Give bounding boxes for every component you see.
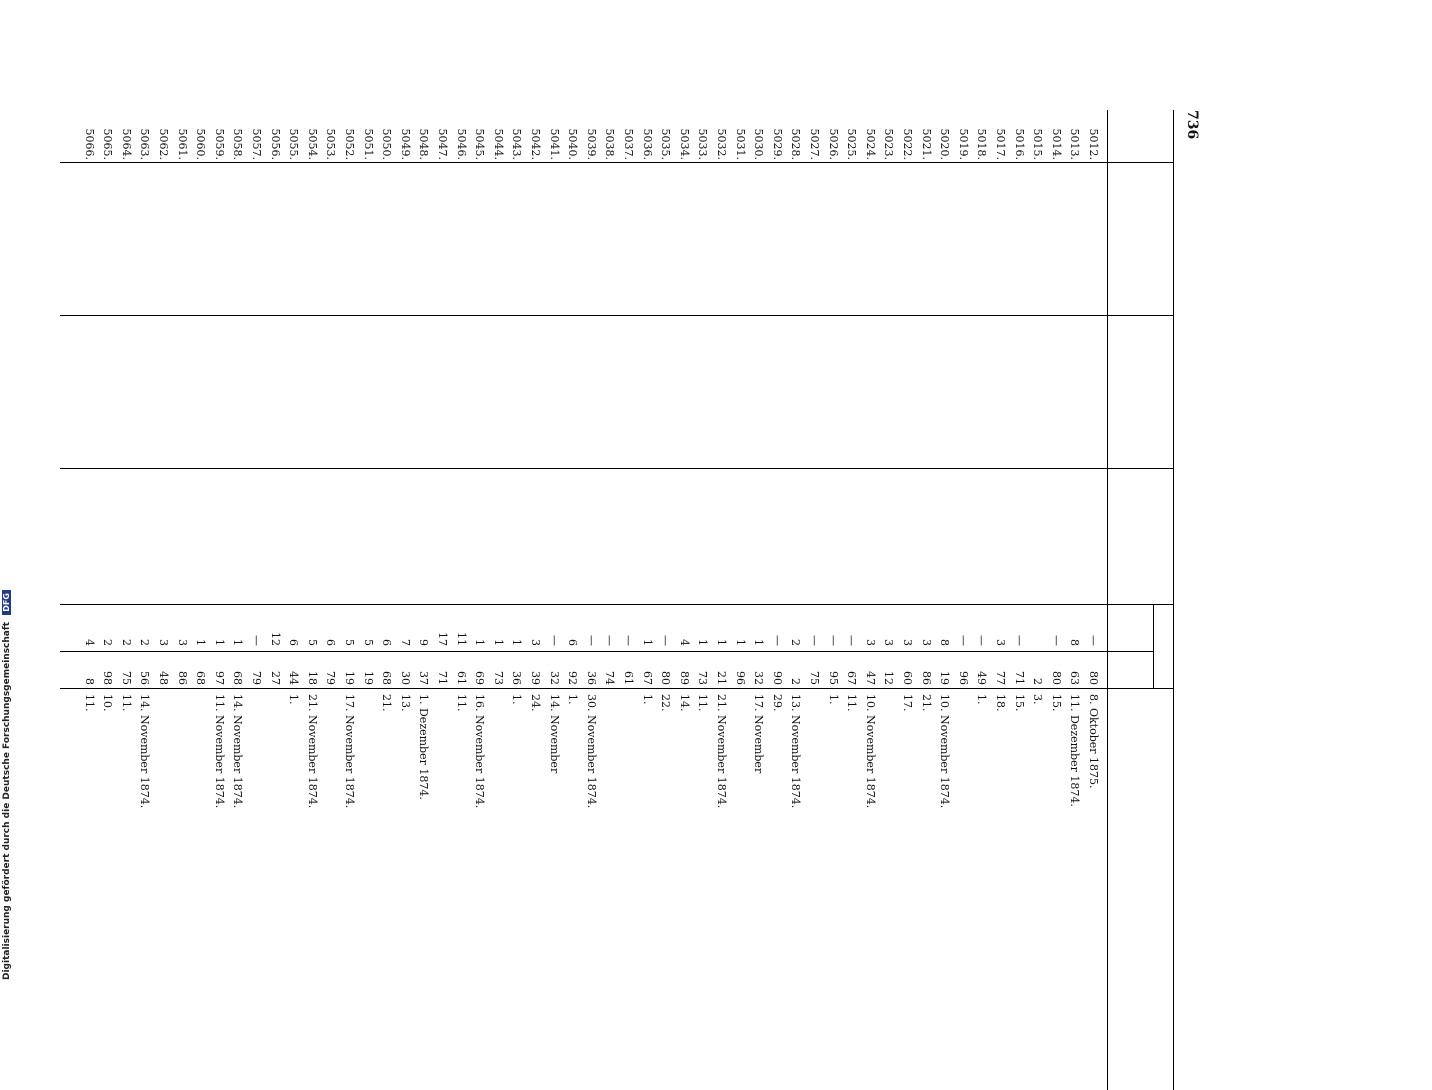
row-number: 5063.: [138, 128, 152, 160]
row-number: 5062.: [157, 128, 170, 160]
row-number: 5023.: [882, 128, 896, 160]
row-qm: 75: [119, 671, 133, 685]
row-ar: 3: [157, 639, 170, 646]
row-ar: 3: [901, 639, 914, 646]
row-number: 5032.: [715, 128, 728, 160]
row-rechtsgeschaeft: 14.: [677, 694, 691, 712]
row-number: 5061.: [175, 128, 189, 160]
row-rechtsgeschaeft: 17. November: [752, 694, 766, 774]
row-number: 5013.: [1068, 128, 1082, 160]
row-ar: 6: [287, 639, 301, 646]
row-rechtsgeschaeft: 14. November 1874.: [138, 694, 152, 809]
row-number: 5012.: [1087, 128, 1100, 160]
row-rechtsgeschaeft: 16. November 1874.: [473, 694, 487, 809]
row-number: 5065.: [101, 128, 115, 160]
row-qm: 68: [194, 671, 208, 685]
row-ar: 8: [1068, 639, 1082, 646]
row-qm: 63: [1068, 671, 1082, 685]
row-ar: 4: [677, 639, 691, 646]
row-ar: 2: [101, 639, 115, 646]
row-qm: 32: [547, 671, 561, 685]
row-ar: 2: [789, 639, 803, 646]
row-rechtsgeschaeft: 14. November: [547, 694, 561, 774]
row-ar: —: [826, 635, 840, 646]
row-number: 5047.: [436, 128, 449, 160]
row-number: 5060.: [194, 128, 208, 160]
row-qm: 30: [398, 671, 412, 685]
row-ar: 6: [380, 639, 394, 646]
row-ar: 1: [715, 639, 728, 646]
row-qm: 71: [1012, 671, 1026, 685]
row-number: 5025.: [845, 128, 859, 160]
row-rechtsgeschaeft: 18.: [994, 694, 1007, 712]
rotated-table: [60, 110, 1200, 1090]
row-rechtsgeschaeft: 30. November 1874.: [584, 694, 598, 809]
row-ar: 1: [733, 639, 747, 646]
row-number: 5021.: [919, 128, 933, 160]
row-rechtsgeschaeft: 3.: [1031, 694, 1045, 705]
row-rechtsgeschaeft: 10.: [101, 694, 115, 712]
row-ar: 6: [566, 639, 580, 646]
row-ar: 3: [994, 639, 1007, 646]
row-rechtsgeschaeft: 1. Dezember 1874.: [417, 694, 431, 800]
row-ar: 7: [398, 639, 412, 646]
row-rechtsgeschaeft: 8. Oktober 1875.: [1087, 694, 1100, 789]
row-rechtsgeschaeft: 11.: [845, 694, 859, 712]
row-number: 5041.: [547, 128, 561, 160]
page-number: 736: [1184, 110, 1200, 140]
row-number: 5049.: [398, 128, 412, 160]
row-rechtsgeschaeft: 24.: [529, 694, 542, 712]
row-rechtsgeschaeft: 22.: [659, 694, 673, 712]
row-number: 5051.: [361, 128, 375, 160]
row-qm: 68: [380, 671, 394, 685]
row-number: 5038.: [603, 128, 617, 160]
row-qm: 67: [640, 671, 654, 685]
row-ar: —: [975, 635, 989, 646]
row-qm: 67: [845, 671, 859, 685]
row-qm: 36: [584, 671, 598, 685]
rule-header: [1107, 110, 1108, 1090]
row-qm: 12: [882, 671, 896, 685]
row-ar: 1: [510, 639, 524, 646]
row-rechtsgeschaeft: 1.: [566, 694, 580, 705]
row-qm: 77: [994, 671, 1007, 685]
col-sep: [60, 468, 1174, 469]
row-ar: —: [845, 635, 859, 646]
row-number: 5036.: [640, 128, 654, 160]
dfg-logo-icon: DFG: [2, 590, 11, 615]
row-ar: 5: [361, 639, 375, 646]
row-ar: 12: [268, 632, 282, 646]
row-rechtsgeschaeft: 29.: [770, 694, 784, 712]
row-rechtsgeschaeft: 10. November 1874.: [863, 694, 877, 809]
row-rechtsgeschaeft: 21. November 1874.: [715, 694, 728, 809]
row-ar: 5: [343, 639, 356, 646]
row-ar: 1: [212, 639, 226, 646]
row-qm: 89: [677, 671, 691, 685]
row-ar: 1: [231, 639, 245, 646]
col-sep: [60, 162, 1174, 163]
col-sep: [60, 315, 1174, 316]
row-number: 5066.: [82, 128, 96, 160]
row-number: 5048.: [417, 128, 431, 160]
row-qm: 8: [82, 678, 96, 685]
row-qm: 80: [1049, 671, 1063, 685]
row-qm: 96: [733, 671, 747, 685]
row-number: 5024.: [863, 128, 877, 160]
row-qm: 49: [975, 671, 989, 685]
row-rechtsgeschaeft: 21. November 1874.: [305, 694, 319, 809]
row-ar: —: [1049, 635, 1063, 646]
row-ar: 2: [138, 639, 152, 646]
row-qm: 98: [101, 671, 115, 685]
row-ar: 1: [696, 639, 710, 646]
row-ar: 1: [640, 639, 654, 646]
row-ar: 3: [882, 639, 896, 646]
row-ar: 1: [491, 639, 505, 646]
row-ar: 2: [119, 639, 133, 646]
row-qm: 86: [175, 671, 189, 685]
row-number: 5028.: [789, 128, 803, 160]
row-ar: —: [622, 635, 635, 646]
row-qm: 18: [305, 671, 319, 685]
row-rechtsgeschaeft: 14. November 1874.: [231, 694, 245, 809]
row-qm: 48: [157, 671, 170, 685]
row-rechtsgeschaeft: 13.: [398, 694, 412, 712]
row-qm: 37: [417, 671, 431, 685]
row-qm: 80: [1087, 671, 1100, 685]
row-number: 5034.: [677, 128, 691, 160]
row-ar: —: [659, 635, 673, 646]
credit-text: Digitalisierung gefördert durch die Deutsche Forschungsgemeinschaft: [2, 621, 12, 980]
row-rechtsgeschaeft: 21.: [919, 694, 933, 712]
row-rechtsgeschaeft: 1.: [640, 694, 654, 705]
row-number: 5040.: [566, 128, 580, 160]
row-qm: 19: [343, 671, 356, 685]
row-rechtsgeschaeft: 11. Dezember 1874.: [1068, 694, 1082, 807]
row-ar: 6: [324, 639, 338, 646]
row-number: 5039.: [584, 128, 598, 160]
row-ar: 3: [175, 639, 189, 646]
row-number: 5057.: [250, 128, 263, 160]
row-ar: —: [770, 635, 784, 646]
row-ar: 11: [454, 632, 468, 646]
row-rechtsgeschaeft: 13. November 1874.: [789, 694, 803, 809]
row-rechtsgeschaeft: 11. November 1874.: [212, 694, 226, 809]
row-number: 5022.: [901, 128, 914, 160]
row-qm: 92: [566, 671, 580, 685]
row-ar: 9: [417, 639, 431, 646]
row-qm: 27: [268, 671, 282, 685]
row-qm: 60: [901, 671, 914, 685]
row-number: 5056.: [268, 128, 282, 160]
row-qm: 61: [622, 671, 635, 685]
row-qm: 39: [529, 671, 542, 685]
row-ar: 1: [473, 639, 487, 646]
row-number: 5050.: [380, 128, 394, 160]
row-rechtsgeschaeft: 11.: [119, 694, 133, 712]
row-qm: 73: [491, 671, 505, 685]
page-header: [1180, 110, 1200, 1090]
row-number: 5045.: [473, 128, 487, 160]
row-number: 5058.: [231, 128, 245, 160]
row-rechtsgeschaeft: 21.: [380, 694, 394, 712]
row-qm: 2: [1031, 678, 1045, 685]
row-ar: —: [1087, 635, 1100, 646]
row-number: 5031.: [733, 128, 747, 160]
row-qm: 61: [454, 671, 468, 685]
row-qm: 56: [138, 671, 152, 685]
row-rechtsgeschaeft: 1.: [826, 694, 840, 705]
row-qm: 75: [808, 671, 821, 685]
row-number: 5064.: [119, 128, 133, 160]
row-number: 5026.: [826, 128, 840, 160]
row-rechtsgeschaeft: 11.: [82, 694, 96, 712]
row-number: 5020.: [938, 128, 952, 160]
row-number: 5030.: [752, 128, 766, 160]
row-number: 5015.: [1031, 128, 1045, 160]
row-ar: —: [1012, 635, 1026, 646]
row-number: 5052.: [343, 128, 356, 160]
row-ar: 1: [752, 639, 766, 646]
row-ar: —: [808, 635, 821, 646]
row-qm: 2: [789, 678, 803, 685]
row-rechtsgeschaeft: 11.: [696, 694, 710, 712]
rule-top: [1173, 110, 1174, 1090]
row-ar: —: [956, 635, 970, 646]
row-qm: 97: [212, 671, 226, 685]
row-rechtsgeschaeft: 11.: [454, 694, 468, 712]
row-qm: 79: [250, 671, 263, 685]
row-number: 5018.: [975, 128, 989, 160]
row-qm: 69: [473, 671, 487, 685]
row-qm: 79: [324, 671, 338, 685]
row-number: 5055.: [287, 128, 301, 160]
row-qm: 19: [938, 671, 952, 685]
row-qm: 19: [361, 671, 375, 685]
row-number: 5014.: [1049, 128, 1063, 160]
row-number: 5029.: [770, 128, 784, 160]
row-rechtsgeschaeft: 10. November 1874.: [938, 694, 952, 809]
row-rechtsgeschaeft: 1.: [975, 694, 989, 705]
row-rechtsgeschaeft: 1.: [510, 694, 524, 705]
row-number: 5043.: [510, 128, 524, 160]
row-number: 5016.: [1012, 128, 1026, 160]
row-ar: 4: [82, 639, 96, 646]
row-rechtsgeschaeft: 1.: [287, 694, 301, 705]
row-rechtsgeschaeft: 17.: [901, 694, 914, 712]
row-qm: 68: [231, 671, 245, 685]
row-ar: 3: [919, 639, 933, 646]
row-number: 5044.: [491, 128, 505, 160]
row-number: 5054.: [305, 128, 319, 160]
row-number: 5019.: [956, 128, 970, 160]
row-number: 5035.: [659, 128, 673, 160]
row-number: 5059.: [212, 128, 226, 160]
row-number: 5027.: [808, 128, 821, 160]
row-number: 5017.: [994, 128, 1007, 160]
row-qm: 36: [510, 671, 524, 685]
row-ar: —: [603, 635, 617, 646]
row-number: 5042.: [529, 128, 542, 160]
row-ar: 1: [194, 639, 208, 646]
row-qm: 86: [919, 671, 933, 685]
row-qm: 21: [715, 671, 728, 685]
row-rechtsgeschaeft: 15.: [1012, 694, 1026, 712]
row-qm: 71: [436, 671, 449, 685]
row-number: 5053.: [324, 128, 338, 160]
rule-groesse: [1153, 604, 1154, 688]
row-rechtsgeschaeft: 17. November 1874.: [343, 694, 356, 809]
row-qm: 73: [696, 671, 710, 685]
col-sep: [60, 688, 1174, 689]
row-qm: 96: [956, 671, 970, 685]
row-number: 5046.: [454, 128, 468, 160]
row-ar: 8: [938, 639, 952, 646]
row-rechtsgeschaeft: 15.: [1049, 694, 1063, 712]
row-ar: —: [250, 635, 263, 646]
row-qm: 80: [659, 671, 673, 685]
row-ar: —: [547, 635, 561, 646]
row-qm: 95: [826, 671, 840, 685]
row-ar: 5: [305, 639, 319, 646]
row-ar: 3: [529, 639, 542, 646]
row-qm: 44: [287, 671, 301, 685]
row-number: 5037.: [622, 128, 635, 160]
row-qm: 32: [752, 671, 766, 685]
row-number: 5033.: [696, 128, 710, 160]
row-qm: 47: [863, 671, 877, 685]
row-qm: 90: [770, 671, 784, 685]
digitization-credit: [2, 590, 12, 980]
row-qm: 74: [603, 671, 617, 685]
row-ar: —: [584, 635, 598, 646]
row-ar: 17: [436, 632, 449, 646]
row-ar: 3: [863, 639, 877, 646]
